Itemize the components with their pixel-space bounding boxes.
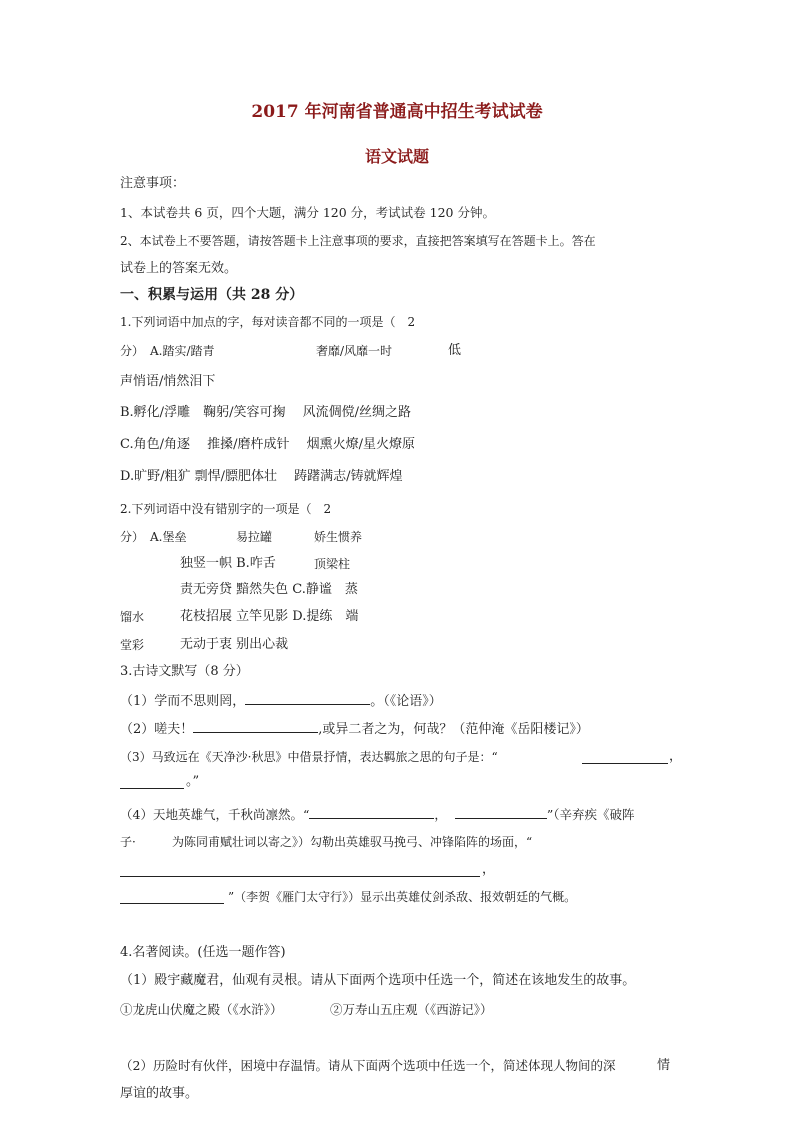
answer-blank-7[interactable] [120, 864, 480, 877]
q2-option-c-2: 花枝招展 立竿见影 D.提练 端 [180, 609, 359, 624]
answer-blank-1[interactable] [245, 692, 370, 705]
notice-item-2b: 试卷上的答案无效。 [120, 261, 238, 276]
section-1-heading: 一、积累与运用（共 28 分） [120, 287, 304, 303]
q3-s2-text-a: （2）嗟夫！ [120, 722, 194, 737]
q1-option-a-3: 低 [448, 343, 462, 358]
subject-title: 语文试题 [364, 147, 429, 166]
q3-s4-text-b: ， [434, 807, 447, 822]
q3-sentence-3b: ， [669, 749, 683, 764]
q1-stem-b: 分） A.踏实/踏青 [120, 344, 215, 358]
q4-prompt-2b: 情 [657, 1058, 671, 1073]
q2-option-a-3: 娇生惯养 [314, 530, 363, 544]
q3-sentence-3c: 。” [186, 774, 200, 789]
q1-option-a-2: 奢靡/风靡一时 [316, 344, 393, 358]
q3-stem: 3.古诗文默写（8 分） [120, 664, 249, 679]
q4-prompt-2a: （2）历险时有伙伴，困境中存温情。请从下面两个选项中任选一个，简述体现人物间的深 [120, 1058, 616, 1073]
q1-stem-a: 1.下列词语中加点的字，每对读音都不同的一项是（ 2 [120, 315, 416, 329]
q4-option-2: ②万寿山五庄观（《西游记》） [330, 1002, 493, 1017]
q4-option-1: ①龙虎山伏魔之殿（《水浒》） [120, 1002, 283, 1017]
exam-title: 2017 年河南省普通高中招生考试试卷 [251, 102, 543, 122]
q3-sentence-2 [120, 720, 589, 738]
q3-sentence-4d: 子· [120, 835, 136, 849]
q3-sentence-4e: 为陈同甫赋壮词以寄之》）勾勒出英雄驭马挽弓、冲锋陷阵的场面，“ [172, 835, 533, 849]
q3-s1-text-a: （1）学而不思则罔， [120, 694, 246, 709]
q2-option-c-1: 馏水 [120, 610, 145, 624]
q2-stem-a: 2.下列词语中没有错别字的一项是（ 2 [120, 502, 332, 516]
notice-item-1: 1、本试卷共 6 页，四个大题，满分 120 分，考试试卷 120 分钟。 [120, 205, 495, 220]
answer-blank-4[interactable] [120, 776, 184, 789]
q3-sentence-4 [120, 806, 635, 823]
q3-s4-text-a: （4）天地英雄气，千秋尚凛然。“ [120, 807, 310, 822]
q3-s2-text-b: ,或异二者之为，何哉？（范仲淹《岳阳楼记》） [318, 722, 589, 737]
q4-prompt-1: （1）殿宇藏魔君，仙观有灵根。请从下面两个选项中任选一个，简述在该地发生的故事。 [120, 973, 636, 988]
q1-option-a-4: 声悄语/悄然泪下 [120, 374, 216, 389]
q2-option-d-2: 无动于衷 别出心裁 [180, 637, 289, 652]
answer-blank-8[interactable] [120, 891, 224, 904]
q3-s4-text-c: ”（辛弃疾《破阵 [546, 807, 635, 822]
q2-option-a-2: 易拉罐 [236, 530, 273, 544]
answer-blank-5[interactable] [309, 806, 434, 819]
answer-blank-6[interactable] [455, 806, 547, 819]
q4-stem: 4.名著阅读。(任选一题作答) [120, 945, 286, 960]
q3-sentence-4f: ， [482, 862, 496, 877]
q1-option-d: D.旷野/粗犷 剽悍/膘肥体壮 踌躇满志/铸就辉煌 [120, 469, 403, 484]
q2-option-d-1: 堂彩 [120, 638, 145, 652]
answer-blank-3[interactable] [582, 751, 668, 764]
q2-stem-b: 分） A.堡垒 [120, 530, 187, 544]
q2-option-b-3: 责无旁贷 黯然失色 C.静谧 蒸 [180, 582, 358, 597]
q1-option-c: C.角色/角逐 推搡/磨杵成针 烟熏火燎/星火燎原 [120, 437, 416, 452]
answer-blank-2[interactable] [193, 720, 318, 733]
q3-sentence-3a: （3）马致远在《天净沙·秋思》中借景抒情，表达羁旅之思的句子是：“ [120, 750, 498, 764]
q4-prompt-2c: 厚谊的故事。 [120, 1086, 199, 1101]
notice-heading: 注意事项： [120, 176, 186, 191]
q2-option-a-4: 独竖一帜 B.咋舌 [180, 556, 276, 571]
q3-s1-text-b: 。（《论语》） [370, 694, 442, 709]
q2-option-b-2: 顶梁柱 [314, 557, 351, 571]
q3-sentence-1 [120, 692, 442, 710]
notice-item-2a: 2、本试卷上不要答题，请按答题卡上注意事项的要求，直接把答案填写在答题卡上。答在 [120, 234, 596, 248]
q1-option-b: B.孵化/浮雕 鞠躬/笑容可掬 风流倜傥/丝绸之路 [120, 405, 411, 420]
q3-sentence-4g: ”（李贺《雁门太守行》）显示出英雄仗剑杀敌、报效朝廷的气概。 [228, 890, 577, 904]
